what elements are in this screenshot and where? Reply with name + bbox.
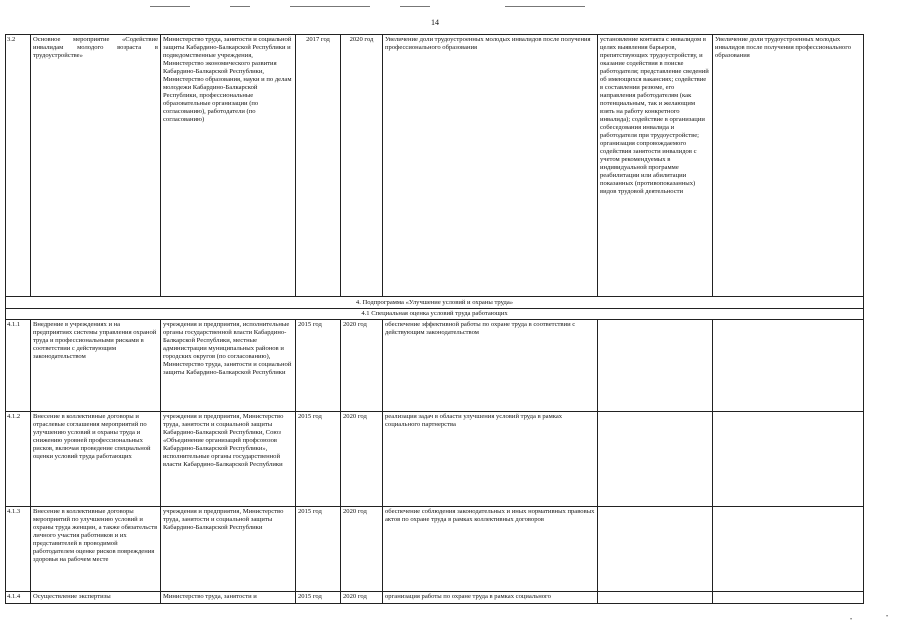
row-number: 4.1.1 — [6, 320, 31, 412]
result-cell: обеспечение соблюдения законодательных и иных нормативных правовых актов по охране труда в рамках коллективных договоров — [383, 507, 598, 592]
start-year: 2017 год — [296, 35, 341, 297]
row-number: 4.1.4 — [6, 592, 31, 604]
end-year: 2020 год — [341, 412, 383, 507]
activity-title: Внесение в коллективные договоры и отраслевые соглашения мероприятий по улучшению условий и охраны труда и снижению уровней профессиональных рисков, включая проведение специальной оценки условий труда работающих — [31, 412, 161, 507]
table-row — [6, 309, 864, 320]
activity-title: Осуществление экспертизы — [31, 592, 161, 604]
start-year: 2015 год — [296, 592, 341, 604]
content-cell — [598, 412, 713, 507]
end-year: 2020 год — [341, 320, 383, 412]
indicator-cell — [713, 412, 864, 507]
indicator-cell — [713, 507, 864, 592]
result-cell: Увеличение доли трудоустроенных молодых инвалидов после получения профессионального образования — [383, 35, 598, 297]
activity-title: Внедрение в учреждениях и на предприятиях системы управления охраной труда и профессиональными рисками в соответствии с действующим законодательством — [31, 320, 161, 412]
executor-cell: учреждения и предприятия, исполнительные органы государственной власти Кабардино-Балкарской Республики, местные администрации муниципальных районов и городских округов (по согласованию), Министерство труда, занятости и социальной защиты Кабардино-Балкарской Республики — [161, 320, 296, 412]
executor-cell: Министерство труда, занятости и социальной защиты Кабардино-Балкарской Республики и подведомственные учреждения, Министерство экономического развития Кабардино-Балкарской Республики, Министерство образования, науки и по делам молодежи Кабардино-Балкарской Республики, профессиональные образовательные организации (по согласованию), работодатели (по согласованию) — [161, 35, 296, 297]
content-cell — [598, 320, 713, 412]
table-row — [6, 412, 864, 507]
end-year: 2020 год — [341, 35, 383, 297]
result-cell: реализация задач в области улучшения условий труда в рамках социального партнерства — [383, 412, 598, 507]
scan-speck: • — [850, 617, 853, 623]
start-year: 2015 год — [296, 412, 341, 507]
scan-line — [290, 6, 370, 7]
program-table — [5, 34, 864, 604]
row-number: 4.1.3 — [6, 507, 31, 592]
section-heading: 4.1 Специальная оценка условий труда работающих — [6, 309, 864, 320]
scan-line — [505, 6, 585, 7]
table-row — [6, 592, 864, 604]
content-cell — [598, 507, 713, 592]
row-number: 3.2 — [6, 35, 31, 297]
content-cell: установление контакта с инвалидом в целях выявления барьеров, препятствующих трудоустройству, и оказание содействия в поиске работодателя; представление сведений об имеющихся вакансиях; содействие в составлении резюме, его направления работодателям (как потенциальным, так и желающим взять на работу конкретного инвалида); содействие в организации собеседования инвалида и работодателя при трудоустройстве; организация сопровождаемого содействия занятости инвалидов с учетом рекомендуемых в индивидуальной программе реабилитации или абилитации показанных (противопоказанных) видов трудовой деятельности — [598, 35, 713, 297]
indicator-cell: Увеличение доли трудоустроенных молодых инвалидов после получения профессионального образования — [713, 35, 864, 297]
scan-speck: • — [886, 614, 889, 620]
table-row — [6, 35, 864, 297]
indicator-cell — [713, 320, 864, 412]
result-cell: обеспечение эффективной работы по охране труда в соответствии с действующим законодательством — [383, 320, 598, 412]
scan-line — [400, 6, 430, 7]
activity-title: Внесение в коллективные договоры мероприятий по улучшению условий и охраны труда женщин, а также обязательств личного участия работников и их представителей в проводимой работодателем оценке рисков повреждения здоровья на рабочем месте — [31, 507, 161, 592]
end-year: 2020 год — [341, 507, 383, 592]
content-cell — [598, 592, 713, 604]
start-year: 2015 год — [296, 320, 341, 412]
executor-cell: учреждения и предприятия, Министерство труда, занятости и социальной защиты Кабардино-Балкарской Республики, Союз «Объединение организаций профсоюзов Кабардино-Балкарской Республики», исполнительные органы государственной власти Кабардино-Балкарской Республики — [161, 412, 296, 507]
indicator-cell — [713, 592, 864, 604]
scan-line — [230, 6, 250, 7]
executor-cell: учреждения и предприятия, Министерство труда, занятости и социальной защиты Кабардино-Балкарской Республики — [161, 507, 296, 592]
page-number: 14 — [431, 18, 439, 27]
start-year: 2015 год — [296, 507, 341, 592]
result-cell: организация работы по охране труда в рамках социального — [383, 592, 598, 604]
subprogram-heading: 4. Подпрограмма «Улучшение условий и охраны труда» — [6, 297, 864, 309]
end-year: 2020 год — [341, 592, 383, 604]
scan-line — [150, 6, 190, 7]
table-row — [6, 297, 864, 309]
executor-cell: Министерство труда, занятости и — [161, 592, 296, 604]
table-row — [6, 320, 864, 412]
row-number: 4.1.2 — [6, 412, 31, 507]
table-row — [6, 507, 864, 592]
activity-title: Основное мероприятие «Содействие инвалидам молодого возраста в трудоустройстве» — [31, 35, 161, 297]
